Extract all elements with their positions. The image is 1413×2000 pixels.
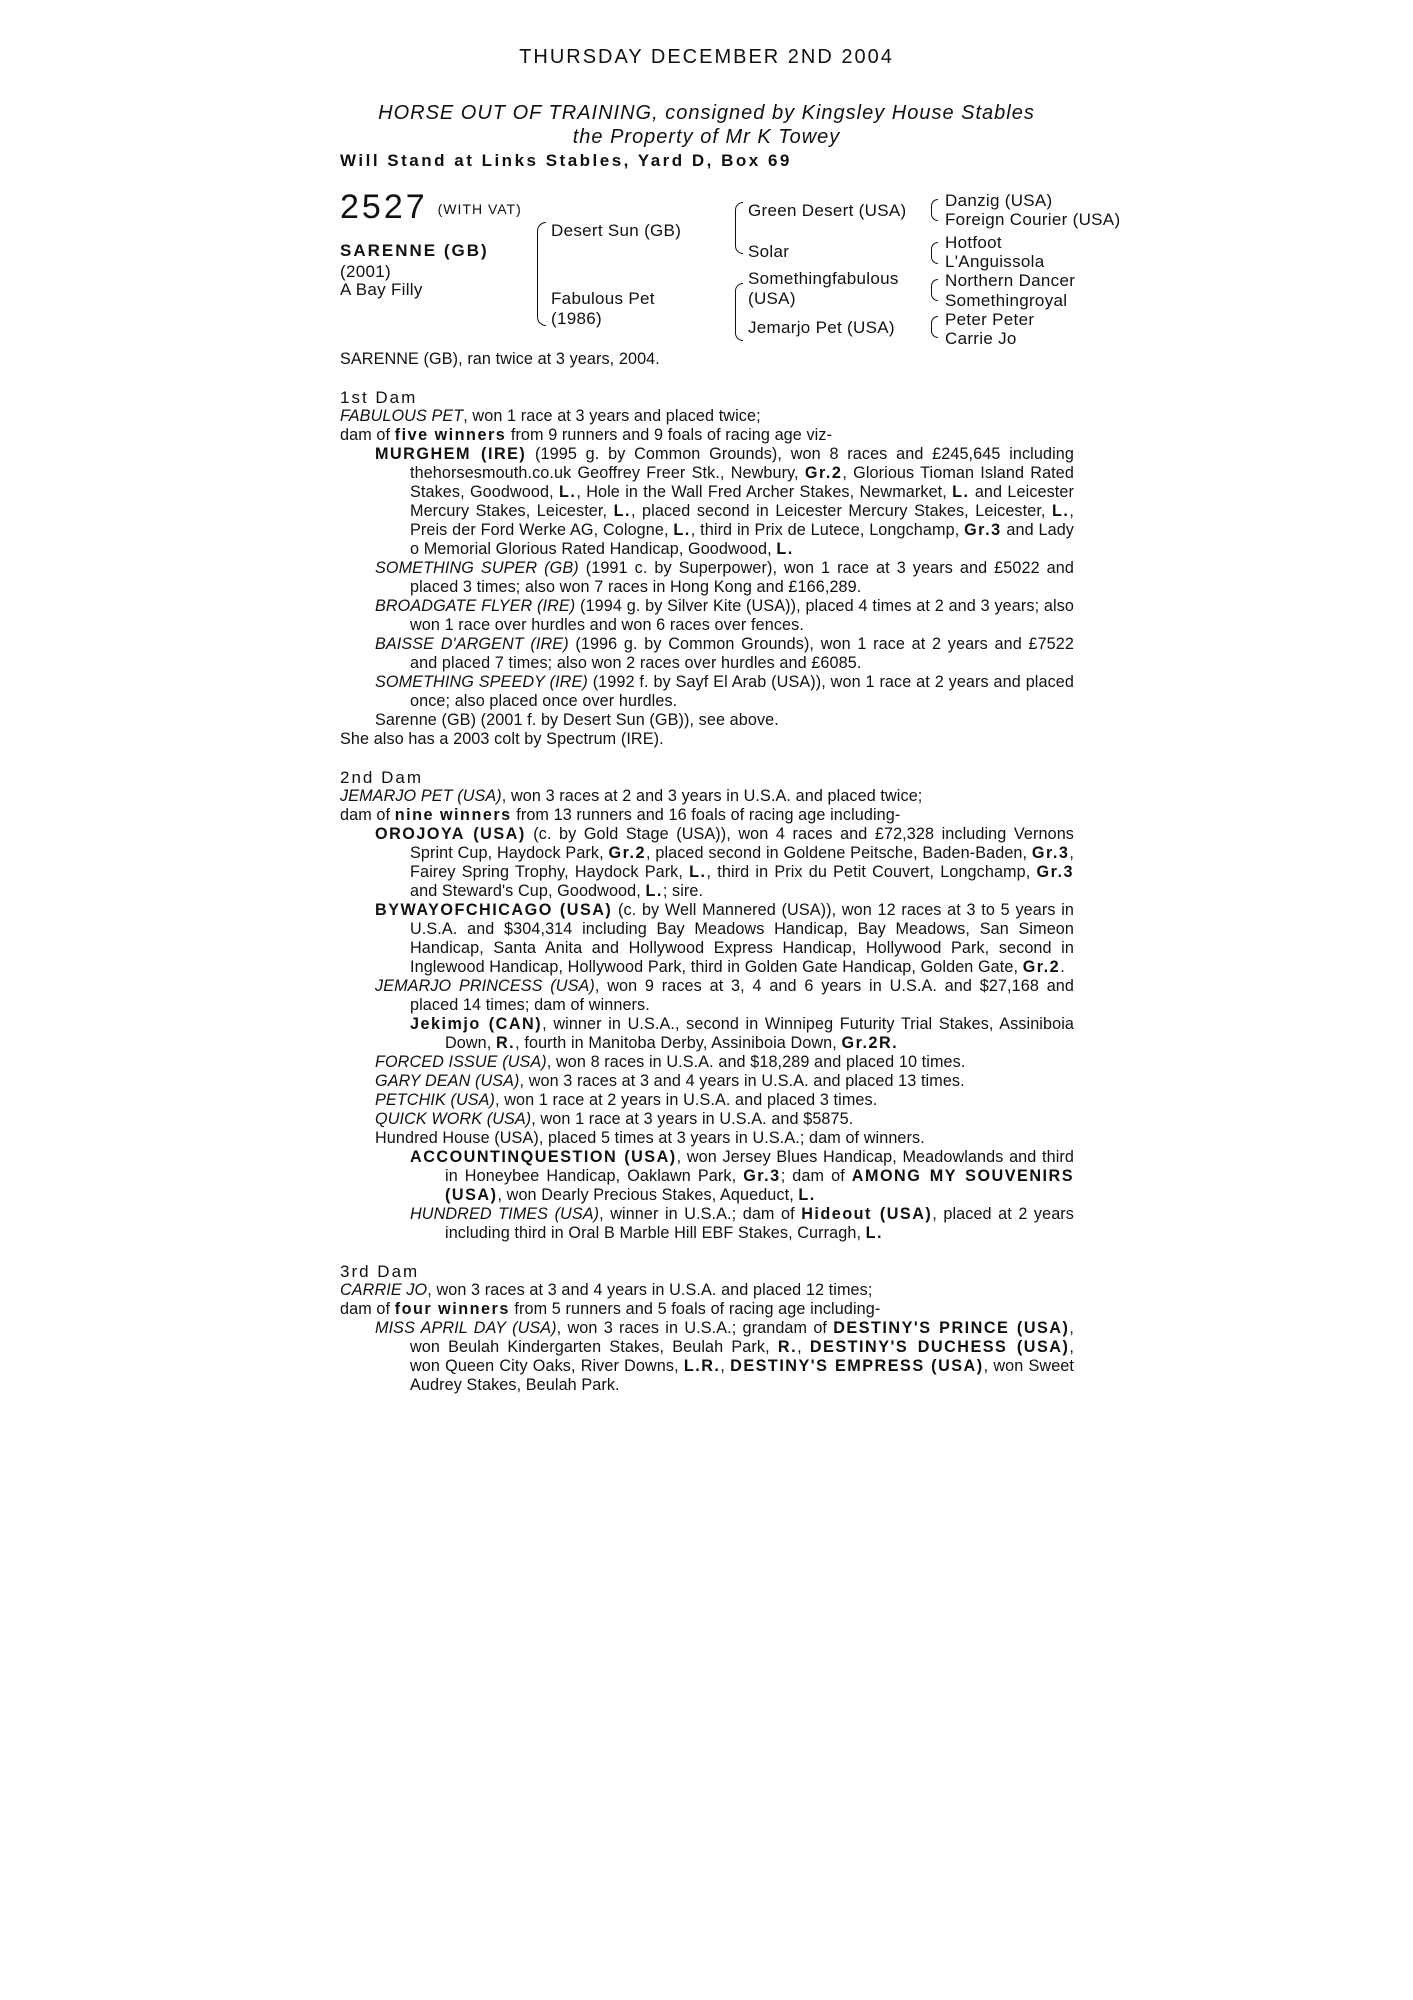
third-dam-heading: 3rd Dam xyxy=(340,1262,420,1281)
pedigree-brace-3b xyxy=(931,242,938,264)
consignment-line-2: the Property of Mr K Towey xyxy=(572,126,841,148)
lot-number xyxy=(340,190,522,224)
produce-entry: BROADGATE FLYER (IRE) (1994 g. by Silver Kite (USA)), placed 4 times at 2 and 3 years; also won 1 race over hurdles and won 6 races over fences. xyxy=(375,597,1075,634)
pedigree-brace-3d xyxy=(931,316,938,338)
first-dam-heading: 1st Dam xyxy=(340,388,418,407)
pedigree-ggs-3: Northern Dancer xyxy=(945,271,1076,290)
produce-sub-entry: ACCOUNTINQUESTION (USA), won Jersey Blues Handicap, Meadowlands and third in Honeybee Handicap, Oaklawn Park, Gr.3; dam of AMONG MY SOUVENIRS (USA), won Dearly Precious Stakes, Aqueduct, L. xyxy=(410,1148,1074,1204)
pedigree-dam-sire-line2: (USA) xyxy=(748,289,796,308)
pedigree-dam-year: (1986) xyxy=(551,309,602,328)
second-dam-heading: 2nd Dam xyxy=(340,768,423,787)
first-dam-produce: dam of five winners from 9 runners and 9 foals of racing age viz- xyxy=(340,426,833,444)
pedigree-brace-3c xyxy=(931,279,938,301)
pedigree-brace-1 xyxy=(537,222,546,326)
lot-number-value: 2527 xyxy=(340,188,428,226)
pedigree-dam-dam: Jemarjo Pet (USA) xyxy=(748,318,895,337)
pedigree-dam: Fabulous Pet xyxy=(551,289,655,308)
produce-entry: SOMETHING SPEEDY (IRE) (1992 f. by Sayf El Arab (USA)), won 1 race at 2 years and placed once; also placed once over hurdles. xyxy=(375,673,1075,710)
pedigree-ggd-3: Somethingroyal xyxy=(945,291,1068,310)
produce-entry: BAISSE D'ARGENT (IRE) (1996 g. by Common Grounds), won 1 race at 2 years and £7522 and placed 7 times; also won 2 races over hurdles and £6085. xyxy=(375,635,1074,672)
produce-entry: FORCED ISSUE (USA), won 8 races in U.S.A. and $18,289 and placed 10 times. xyxy=(375,1053,966,1071)
produce-entry: BYWAYOFCHICAGO (USA) (c. by Well Mannered (USA)), won 12 races at 3 to 5 years in U.S.A. and $304,314 including Bay Meadows Handicap, Bay Meadows, San Simeon Handicap, Santa Anita and Hollywood Express Handicap, Hollywood Park, second in Inglewood Handicap, Hollywood Park, third in Golden Gate Handicap, Golden Gate, Gr.2. xyxy=(375,901,1075,976)
stand-location: Will Stand at Links Stables, Yard D, Box 69 xyxy=(340,151,792,170)
pedigree-brace-3a xyxy=(931,199,938,221)
first-dam-record: FABULOUS PET, won 1 race at 3 years and placed twice; xyxy=(340,407,761,425)
produce-entry: SOMETHING SUPER (GB) (1991 c. by Superpower), won 1 race at 3 years and £5022 and placed 3 times; also won 7 races in Hong Kong and £166,289. xyxy=(375,559,1074,596)
pedigree-ggs-4: Peter Peter xyxy=(945,310,1035,329)
race-summary: SARENNE (GB), ran twice at 3 years, 2004. xyxy=(340,350,660,368)
produce-entry: GARY DEAN (USA), won 3 races at 3 and 4 years in U.S.A. and placed 13 times. xyxy=(375,1072,965,1090)
produce-sub-entry: Jekimjo (CAN), winner in U.S.A., second in Winnipeg Futurity Trial Stakes, Assiniboia Down, R., fourth in Manitoba Derby, Assiniboia Down, Gr.2R. xyxy=(410,1015,1075,1052)
pedigree-ggd-2: L'Anguissola xyxy=(945,252,1045,271)
catalogue-body xyxy=(340,350,1074,1395)
pedigree-ggs-1: Danzig (USA) xyxy=(945,191,1053,210)
pedigree-dam-sire-line1: Somethingfabulous xyxy=(748,269,899,288)
horse-description: A Bay Filly xyxy=(340,280,423,299)
sale-date: THURSDAY DECEMBER 2ND 2004 xyxy=(519,46,894,68)
pedigree-ggs-2: Hotfoot xyxy=(945,233,1002,252)
produce-entry: MISS APRIL DAY (USA), won 3 races in U.S.A.; grandam of DESTINY'S PRINCE (USA), won Beulah Kindergarten Stakes, Beulah Park, R., DESTINY'S DUCHESS (USA), won Queen City Oaks, River Downs, L.R., DESTINY'S EMPRESS (USA), won Sweet Audrey Stakes, Beulah Park. xyxy=(375,1319,1074,1394)
produce-entry: MURGHEM (IRE) (1995 g. by Common Grounds), won 8 races and £245,645 including thehorsesmouth.co.uk Geoffrey Freer Stk., Newbury, Gr.2, Glorious Tioman Island Rated Stakes, Goodwood, L., Hole in the Wall Fred Archer Stakes, Newmarket, L. and Leicester Mercury Stakes, Leicester, L., placed second in Leicester Mercury Stakes, Leicester, L., Preis der Ford Werke AG, Cologne, L., third in Prix de Lutece, Longchamp, Gr.3 and Lady o Memorial Glorious Rated Handicap, Goodwood, L. xyxy=(375,445,1075,558)
pedigree-sire-sire: Green Desert (USA) xyxy=(748,201,907,220)
produce-entry: Sarenne (GB) (2001 f. by Desert Sun (GB)), see above. xyxy=(375,711,779,729)
horse-year: (2001) xyxy=(340,262,391,281)
produce-entry: PETCHIK (USA), won 1 race at 2 years in U.S.A. and placed 3 times. xyxy=(375,1091,878,1109)
horse-name: SARENNE (GB) xyxy=(340,241,489,260)
pedigree-ggd-4: Carrie Jo xyxy=(945,329,1017,348)
second-dam-produce: dam of nine winners from 13 runners and 16 foals of racing age including- xyxy=(340,806,901,824)
third-dam-produce: dam of four winners from 5 runners and 5 foals of racing age including- xyxy=(340,1300,881,1318)
pedigree-brace-2b xyxy=(735,283,743,341)
third-dam-record: CARRIE JO, won 3 races at 3 and 4 years in U.S.A. and placed 12 times; xyxy=(340,1281,873,1299)
vat-note: (WITH VAT) xyxy=(437,201,522,218)
pedigree-sire: Desert Sun (GB) xyxy=(551,221,682,240)
produce-sub-entry: HUNDRED TIMES (USA), winner in U.S.A.; dam of Hideout (USA), placed at 2 years including third in Oral B Marble Hill EBF Stakes, Curragh, L. xyxy=(410,1205,1074,1242)
pedigree-sire-dam: Solar xyxy=(748,242,790,261)
produce-entry: QUICK WORK (USA), won 1 race at 3 years in U.S.A. and $5875. xyxy=(375,1110,854,1128)
second-dam-record: JEMARJO PET (USA), won 3 races at 2 and 3 years in U.S.A. and placed twice; xyxy=(340,787,923,805)
pedigree-ggd-1: Foreign Courier (USA) xyxy=(945,210,1121,229)
first-dam-note: She also has a 2003 colt by Spectrum (IRE). xyxy=(340,730,664,748)
produce-entry: Hundred House (USA), placed 5 times at 3 years in U.S.A.; dam of winners. xyxy=(375,1129,925,1147)
produce-entry: OROJOYA (USA) (c. by Gold Stage (USA)), won 4 races and £72,328 including Vernons Sprint Cup, Haydock Park, Gr.2, placed second in Goldene Peitsche, Baden-Baden, Gr.3, Fairey Spring Trophy, Haydock Park, L., third in Prix du Petit Couvert, Longchamp, Gr.3 and Steward's Cup, Goodwood, L.; sire. xyxy=(375,825,1074,900)
consignment-line-1: HORSE OUT OF TRAINING, consigned by Kingsley House Stables xyxy=(378,102,1035,124)
produce-entry: JEMARJO PRINCESS (USA), won 9 races at 3, 4 and 6 years in U.S.A. and $27,168 and placed 14 times; dam of winners. xyxy=(375,977,1075,1014)
pedigree-brace-2a xyxy=(735,202,743,254)
